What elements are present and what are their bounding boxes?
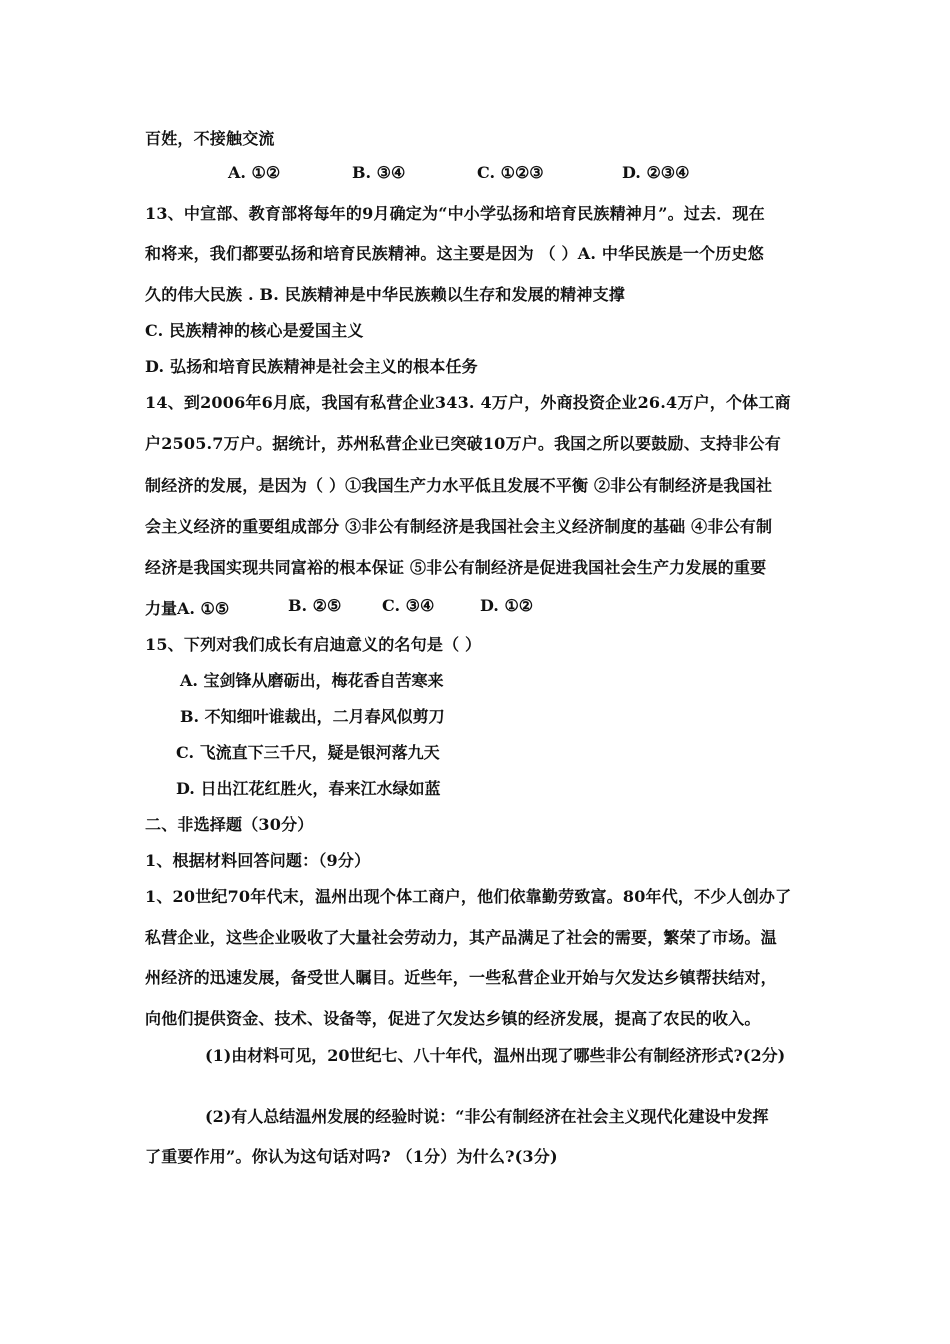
subquestion-1: (1)由材料可见，20世纪七、八十年代，温州出现了哪些非公有制经济形式?(2分) (205, 1046, 786, 1065)
q14-line-4: 会主义经济的重要组成部分 ③非公有制经济是我国社会主义经济制度的基础 ④非公有制 (145, 517, 773, 536)
q12-option-a: A. ①② (228, 163, 281, 182)
q14-option-a: 力量A. ①⑤ (145, 599, 230, 618)
q14-option-b: B. ②⑤ (288, 596, 342, 615)
q14-option-c: C. ③④ (382, 596, 435, 615)
q12-option-c: C. ①②③ (477, 163, 544, 182)
q14-option-d: D. ①② (480, 596, 534, 615)
material-line-2: 私营企业，这些企业吸收了大量社会劳动力，其产品满足了社会的需要，繁荣了市场。温 (145, 928, 777, 947)
q13-line-3: 久的伟大民族 . B. 民族精神是中华民族赖以生存和发展的精神支撑 (145, 285, 625, 304)
q12-option-b: B. ③④ (352, 163, 406, 182)
q15-option-c: C. 飞流直下三千尺，疑是银河落九天 (176, 743, 440, 762)
q15-option-b: B. 不知细叶谁裁出，二月春风似剪刀 (180, 707, 445, 726)
subquestion-2-line-1: (2)有人总结温州发展的经验时说：“非公有制经济在社会主义现代化建设中发挥 (205, 1107, 769, 1126)
q12-continuation: 百姓，不接触交流 (145, 129, 275, 148)
q15-option-a: A. 宝剑锋从磨砺出，梅花香自苦寒来 (180, 671, 444, 690)
q14-line-2: 户2505.7万户。据统计，苏州私营企业已突破10万户。我国之所以要鼓励、支持非公有 (145, 434, 781, 453)
material-line-3: 州经济的迅速发展，备受世人瞩目。近些年，一些私营企业开始与欠发达乡镇帮扶结对， (145, 968, 777, 987)
material-line-4: 向他们提供资金、技术、设备等，促进了欠发达乡镇的经济发展，提高了农民的收入。 (145, 1009, 761, 1028)
q13-option-d: D. 弘扬和培育民族精神是社会主义的根本任务 (145, 357, 478, 376)
q14-line-3: 制经济的发展，是因为（ ）①我国生产力水平低且发展不平衡 ②非公有制经济是我国社 (145, 476, 773, 495)
q14-line-1: 14、到2006年6月底，我国有私营企业343. 4万户，外商投资企业26.4万户，个体工商 (145, 393, 791, 412)
section-2-heading: 二、非选择题（30分） (145, 815, 314, 834)
subquestion-2-line-2: 了重要作用”。你认为这句话对吗? （1分）为什么?(3分) (145, 1147, 558, 1166)
subjective-q1-title: 1、根据材料回答问题：（9分） (145, 851, 371, 870)
q13-option-c: C. 民族精神的核心是爱国主义 (145, 321, 364, 340)
q13-line-1: 13、中宣部、教育部将每年的9月确定为“中小学弘扬和培育民族精神月”。过去．现在 (145, 204, 765, 223)
q15-question: 15、下列对我们成长有启迪意义的名句是（ ） (145, 635, 482, 654)
q13-line-2: 和将来，我们都要弘扬和培育民族精神。这主要是因为 （ ）A. 中华民族是一个历史悠 (145, 244, 764, 263)
q14-line-5: 经济是我国实现共同富裕的根本保证 ⑤非公有制经济是促进我国社会生产力发展的重要 (145, 558, 767, 577)
q12-option-d: D. ②③④ (622, 163, 690, 182)
material-line-1: 1、20世纪70年代末，温州出现个体工商户，他们依靠勤劳致富。80年代，不少人创办了 (145, 887, 792, 906)
q15-option-d: D. 日出江花红胜火，春来江水绿如蓝 (176, 779, 441, 798)
